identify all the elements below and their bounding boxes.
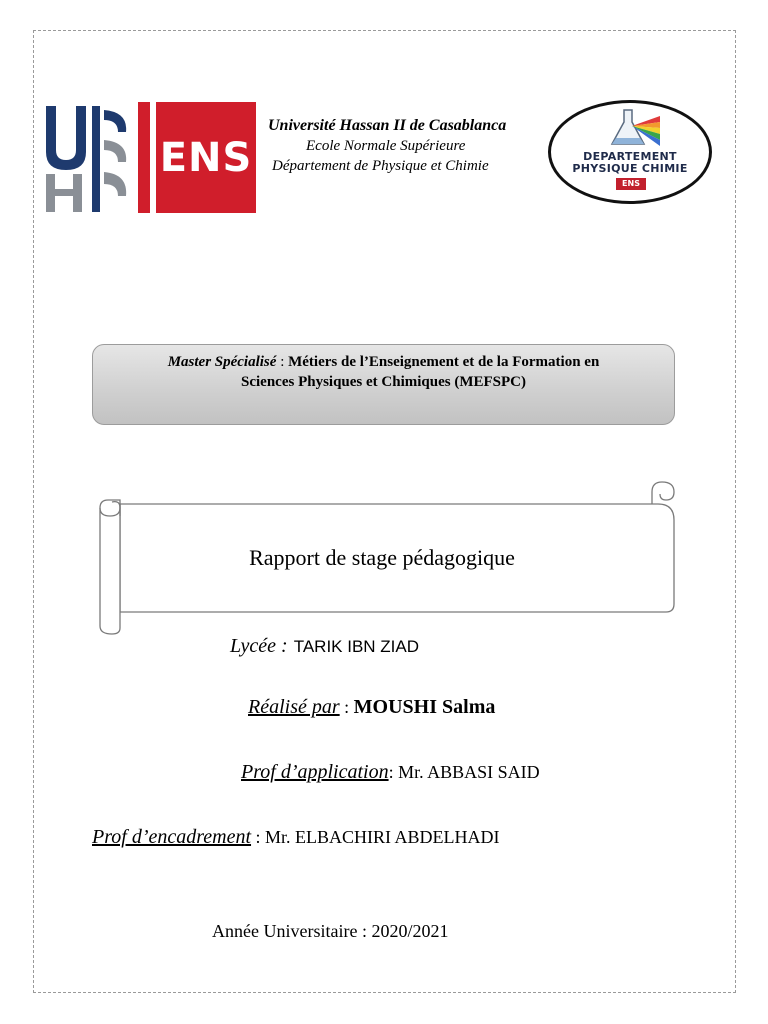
- report-title: Rapport de stage pédagogique: [249, 545, 515, 570]
- ens-logo-bar: [138, 102, 150, 213]
- master-program-box: [92, 344, 675, 425]
- realise-value: MOUSHI Salma: [353, 696, 496, 718]
- ens-logo-text: ENS: [156, 102, 256, 213]
- prof-application-value: : Mr. ABBASI SAID: [388, 762, 540, 782]
- lycee-line: [230, 634, 419, 659]
- realise-line: [248, 695, 495, 719]
- prof-encadrement-value: : Mr. ELBACHIRI ABDELHADI: [251, 827, 500, 847]
- master-line1-text: Métiers de l’Enseignement et de la Formation en: [288, 354, 600, 370]
- flask-icon: [602, 108, 662, 150]
- department-logo-line1: DEPARTEMENT: [583, 150, 677, 163]
- lycee-value: TARIK IBN ZIAD: [293, 637, 420, 656]
- prof-encadrement-label: Prof d’encadrement: [92, 826, 252, 848]
- prof-application-label: Prof d’application: [241, 761, 389, 783]
- master-separator: :: [276, 354, 289, 370]
- master-label: Master Spécialisé: [167, 354, 277, 370]
- realise-separator: :: [339, 697, 354, 717]
- university-name: Université Hassan II de Casablanca: [268, 117, 507, 134]
- master-line-2: Sciences Physiques et Chimiques (MEFSPC): [241, 374, 526, 390]
- department-name: Département de Physique et Chimie: [272, 158, 489, 174]
- master-line-1: [93, 352, 674, 372]
- department-logo-line2: PHYSIQUE CHIMIE: [572, 162, 688, 175]
- department-logo-ens-tag: ENS: [616, 178, 646, 190]
- department-logo: [546, 98, 718, 210]
- lycee-label: Lycée :: [230, 635, 288, 657]
- academic-year: Année Universitaire : 2020/2021: [212, 921, 449, 941]
- ens-logo: [138, 100, 256, 215]
- prof-encadrement-line: [92, 825, 500, 849]
- realise-label: Réalisé par: [248, 696, 340, 718]
- university-logo: [42, 100, 130, 215]
- school-name: Ecole Normale Supérieure: [306, 138, 466, 154]
- prof-application-line: [241, 760, 540, 784]
- institution-header: [268, 116, 538, 176]
